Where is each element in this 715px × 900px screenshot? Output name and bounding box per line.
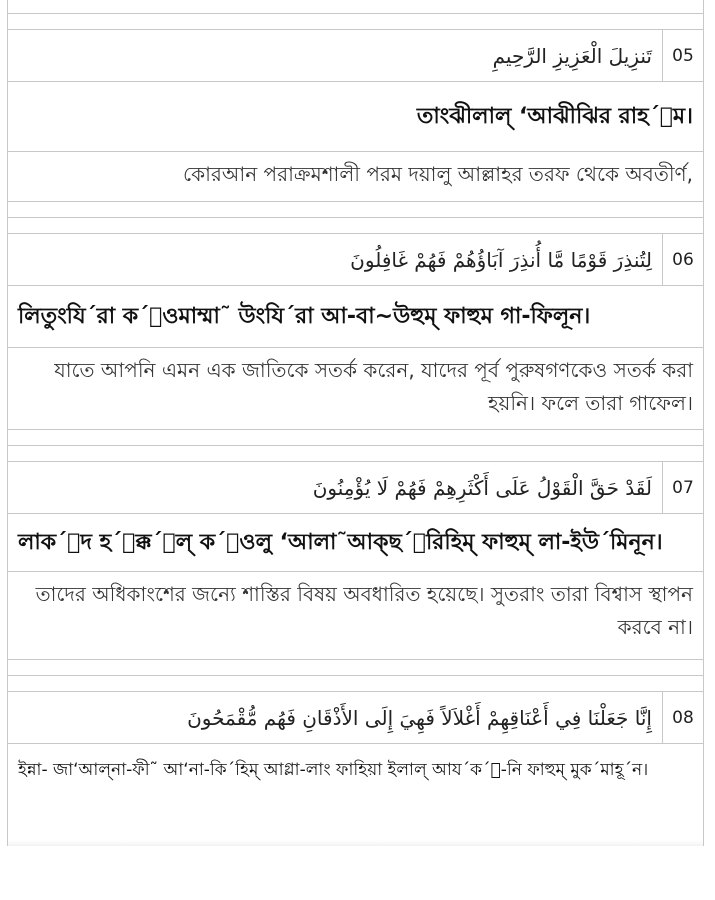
verse-06-meaning: যাতে আপনি এমন এক জাতিকে সতর্ক করেন, যাদের পূর্ব পুরুষগণকেও সতর্ক করা হয়নি। ফলে তারা গাফেল। xyxy=(8,348,703,430)
verse-08-transliteration: ইন্না- জা‘আল্না-ফী˜ আ‘না-কি´হিম্ আগ্লা-লাং ফাহিয়া ইলাল্ আয´ক´া-নি ফাহুম্ মুক´মাহূ´ন। xyxy=(8,744,703,844)
verse-06-transliteration: লিতুংযি´রা ক´াওমাম্মা˜ উংযি´রা আ-বা~উহুম্ ফাহুম গা-ফিলূন। xyxy=(8,286,703,348)
spacer-row xyxy=(8,0,703,14)
scroll-cutoff xyxy=(8,840,703,846)
arabic-text: تَنزِيلَ الْعَزِيزِ الرَّحِيمِ xyxy=(492,44,652,68)
verse-number: 08 xyxy=(662,692,703,743)
spacer-row xyxy=(8,14,703,30)
spacer-row xyxy=(8,430,703,446)
verse-05-transliteration: তাংঝীলাল্ ‘আঝীঝির রাহ´ীম। xyxy=(8,82,703,152)
verse-number: 07 xyxy=(662,462,703,513)
spacer-row xyxy=(8,202,703,218)
verse-07-transliteration: লাক´াদ হ´াক্ক´াল্ ক´াওলু ‘আলা˜আক্ছ´ারিহিম্ ফাহুম্ লা-ইউ´মিনূন। xyxy=(8,514,703,572)
arabic-text: لِتُنذِرَ قَوْمًا مَّا أُنذِرَ آبَاؤُهُمْ فَهُمْ غَافِلُونَ xyxy=(350,248,652,272)
verse-table xyxy=(7,0,704,846)
verse-05-meaning: কোরআন পরাক্রমশালী পরম দয়ালু আল্লাহর তরফ থেকে অবতীর্ণ, xyxy=(8,152,703,202)
verse-08-arabic-row xyxy=(8,692,703,744)
spacer-row xyxy=(8,660,703,676)
spacer-row xyxy=(8,676,703,692)
verse-05-arabic-row xyxy=(8,30,703,82)
verse-07-meaning: তাদের অধিকাংশের জন্যে শাস্তির বিষয় অবধারিত হয়েছে। সুতরাং তারা বিশ্বাস স্থাপন করবে না। xyxy=(8,572,703,660)
arabic-text: لَقَدْ حَقَّ الْقَوْلُ عَلَى أَكْثَرِهِمْ فَهُمْ لَا يُؤْمِنُونَ xyxy=(312,476,652,500)
spacer-row xyxy=(8,446,703,462)
verse-number: 06 xyxy=(662,234,703,285)
arabic-text: إِنَّا جَعَلْنَا فِي أَعْنَاقِهِمْ أَغْلاَلاً فَهِيَ إِلَى الأَذْقَانِ فَهُم مُّقْمَحُونَ xyxy=(187,706,652,730)
verse-06-arabic-row xyxy=(8,234,703,286)
verse-07-arabic-row xyxy=(8,462,703,514)
verse-number: 05 xyxy=(662,30,703,81)
spacer-row xyxy=(8,218,703,234)
